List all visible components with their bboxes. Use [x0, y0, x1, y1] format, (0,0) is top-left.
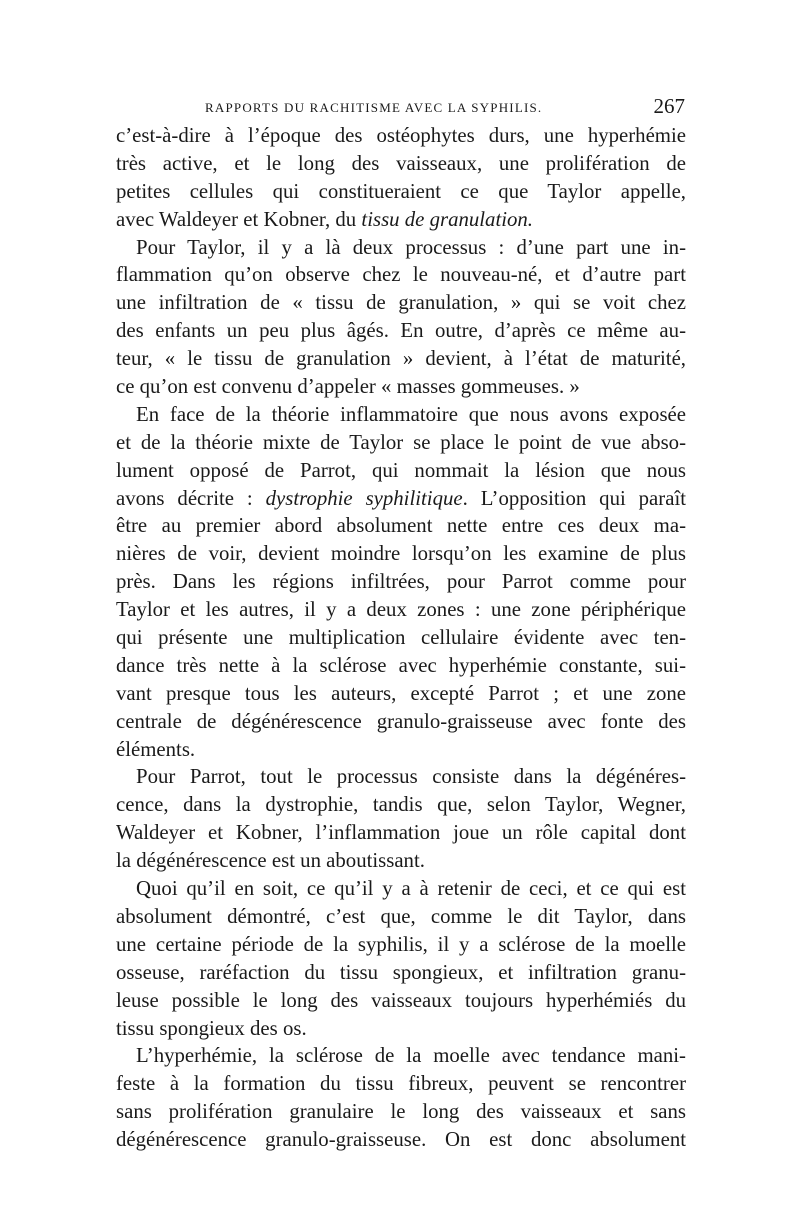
text-segment: centrale de dégénérescence granulo-graisseuse avec fonte des [116, 709, 686, 733]
running-title: RAPPORTS DU RACHITISME AVEC LA SYPHILIS. [205, 100, 543, 115]
text-segment: très active, et le long des vaisseaux, une prolifération de [116, 151, 686, 175]
text-segment: feste à la formation du tissu fibreux, peuvent se rencontrer [116, 1072, 686, 1096]
text-line [116, 206, 686, 234]
text-segment: Pour Parrot, tout le processus consiste dans la dégénéres- [136, 765, 686, 789]
text-segment: lument opposé de Parrot, qui nommait la lésion que nous [116, 458, 686, 482]
text-segment: En face de la théorie inflammatoire que nous avons exposée [136, 402, 686, 426]
text-segment: petites cellules qui constitueraient ce que Taylor appelle, [116, 179, 686, 203]
text-segment: c’est-à-dire à l’époque des ostéophytes durs, une hyperhémie [116, 124, 686, 147]
text-segment: la dégénérescence est un aboutissant. [116, 849, 425, 873]
text-line [116, 261, 686, 289]
text-segment: avons décrite : [116, 486, 266, 510]
text-segment: absolument démontré, c’est que, comme le dit Taylor, dans [116, 904, 686, 928]
text-line [116, 596, 686, 624]
text-line [116, 763, 686, 791]
text-segment: une infiltration de « tissu de granulation, » qui se voit chez [116, 291, 686, 315]
text-line [116, 289, 686, 317]
italic-term: dystrophie syphilitique [265, 486, 463, 510]
text-line [116, 234, 686, 262]
text-segment: Quoi qu’il en soit, ce qu’il y a à retenir de ceci, et ce qui est [136, 877, 686, 901]
text-line [116, 1042, 686, 1070]
text-line [116, 401, 686, 429]
text-segment: près. Dans les régions infiltrées, pour Parrot comme pour [116, 570, 686, 594]
text-segment: nières de voir, devient moindre lorsqu’on les examine de plus [116, 542, 686, 566]
text-segment: cence, dans la dystrophie, tandis que, selon Taylor, Wegner, [116, 793, 686, 817]
text-segment: des enfants un peu plus âgés. En outre, d’après ce même au- [116, 319, 686, 343]
text-line [116, 652, 686, 680]
text-line [116, 540, 686, 568]
text-line [116, 1015, 686, 1043]
text-segment: dégénérescence granulo-graisseuse. On est donc absolument [116, 1128, 686, 1152]
text-segment: flammation qu’on observe chez le nouveau-né, et d’autre part [116, 263, 686, 287]
text-segment: être au premier abord absolument nette entre ces deux ma- [116, 514, 686, 538]
text-segment: dance très nette à la sclérose avec hyperhémie constante, sui- [116, 653, 686, 677]
text-line [116, 736, 686, 764]
text-line [116, 178, 686, 206]
text-line [116, 373, 686, 401]
text-segment: sans prolifération granulaire le long des vaisseaux et sans [116, 1100, 686, 1124]
text-segment: L’hyperhémie, la sclérose de la moelle avec tendance mani- [136, 1044, 686, 1068]
page-number: 267 [653, 94, 685, 118]
text-line [116, 903, 686, 931]
text-line [116, 708, 686, 736]
text-segment: . L’opposition qui paraît [462, 486, 687, 510]
text-line [116, 931, 686, 959]
text-line [116, 847, 686, 875]
text-line [116, 959, 686, 987]
text-line [116, 485, 686, 513]
text-segment: ce qu’on est convenu d’appeler « masses gommeuses. » [116, 375, 580, 399]
text-line [116, 875, 686, 903]
text-line [116, 150, 686, 178]
text-line [116, 987, 686, 1015]
text-segment: teur, « le tissu de granulation » devient, à l’état de maturité, [116, 347, 686, 371]
body-text [116, 122, 686, 1154]
text-line [116, 317, 686, 345]
text-line [116, 457, 686, 485]
text-segment: Waldeyer et Kobner, l’inflammation joue un rôle capital dont [116, 821, 686, 845]
text-segment: Taylor et les autres, il y a deux zones : une zone périphérique [116, 598, 686, 622]
text-segment: vant presque tous les auteurs, excepté Parrot ; et une zone [116, 681, 686, 705]
text-segment: et de la théorie mixte de Taylor se place le point de vue abso- [116, 430, 686, 454]
text-line [116, 791, 686, 819]
text-segment: avec Waldeyer et Kobner, du [116, 207, 362, 231]
text-line [116, 429, 686, 457]
text-line [116, 122, 686, 150]
italic-term: tissu de granulation. [361, 207, 534, 231]
text-line [116, 568, 686, 596]
text-line [116, 1126, 686, 1154]
text-segment: qui présente une multiplication cellulaire évidente avec ten- [116, 626, 686, 650]
text-line [116, 345, 686, 373]
text-segment: éléments. [116, 737, 196, 761]
text-line [116, 1098, 686, 1126]
text-line [116, 819, 686, 847]
text-segment: leuse possible le long des vaisseaux toujours hyperhémiés du [116, 988, 686, 1012]
text-line [116, 680, 686, 708]
text-segment: osseuse, raréfaction du tissu spongieux, et infiltration granu- [116, 960, 686, 984]
text-line [116, 512, 686, 540]
text-segment: tissu spongieux des os. [116, 1016, 307, 1040]
text-line [116, 1070, 686, 1098]
running-head [205, 96, 685, 118]
text-segment: une certaine période de la syphilis, il y a sclérose de la moelle [116, 932, 686, 956]
text-segment: Pour Taylor, il y a là deux processus : d’une part une in- [136, 235, 686, 259]
text-line [116, 624, 686, 652]
